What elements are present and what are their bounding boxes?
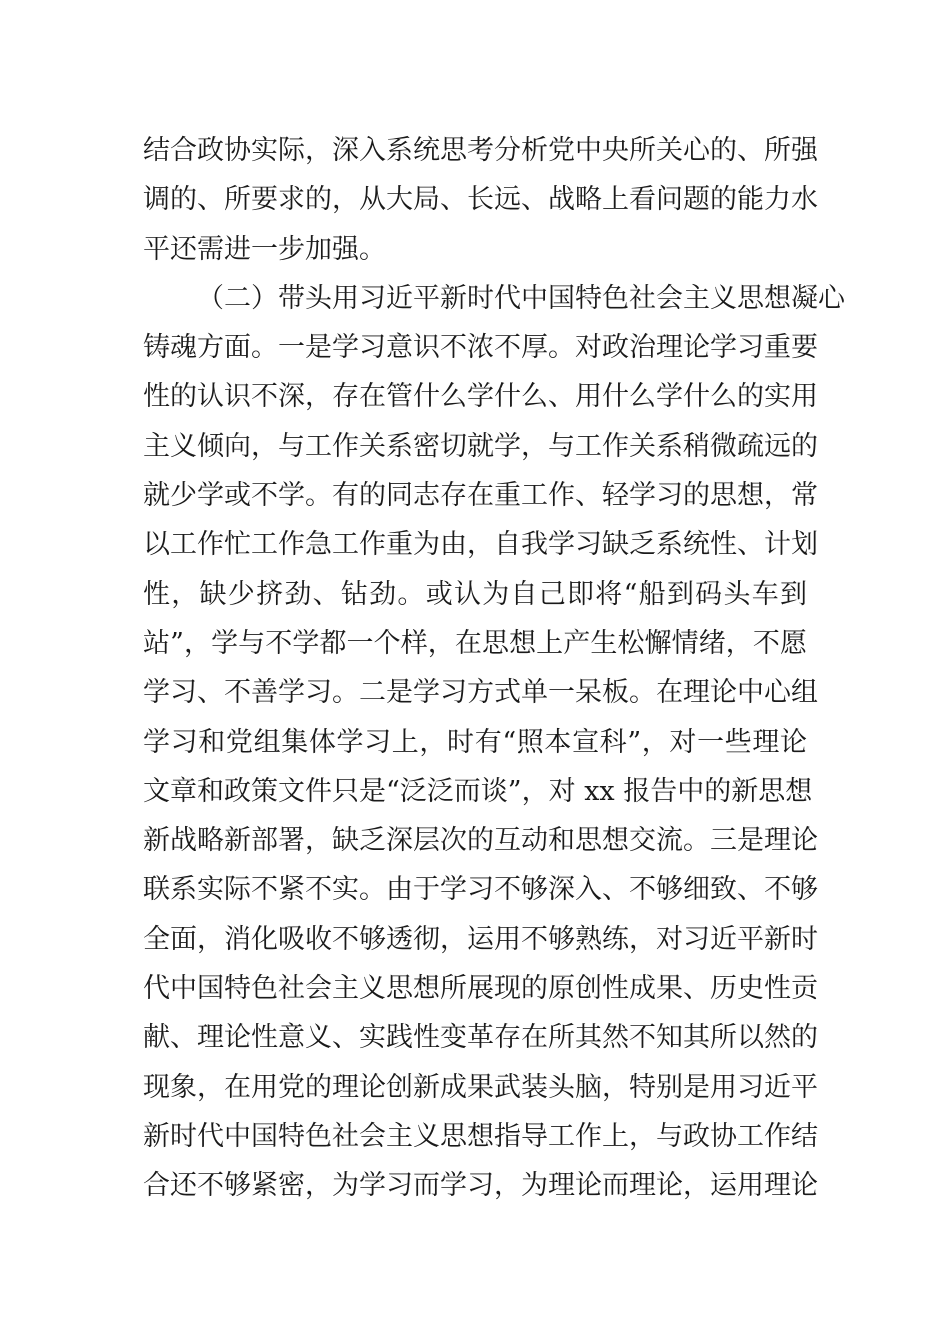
text-line: 全面，消化吸收不够透彻，运用不够熟练，对习近平新时 [143, 923, 818, 955]
text-line: 现象，在用党的理论创新成果武装头脑，特别是用习近平 [143, 1071, 818, 1103]
paragraph-first-line: （二）带头用习近平新时代中国特色社会主义思想凝心 [197, 282, 845, 314]
text-line: 学习、不善学习。二是学习方式单一呆板。在理论中心组 [143, 677, 818, 709]
text-line: 以工作忙工作急工作重为由，自我学习缺乏系统性、计划 [143, 529, 818, 561]
text-line: 结合政协实际，深入系统思考分析党中央所关心的、所强 [143, 135, 818, 166]
text-line: 就少学或不学。有的同志存在重工作、轻学习的思想，常 [143, 480, 818, 512]
text-line: 代中国特色社会主义思想所展现的原创性成果、历史性贡 [143, 973, 818, 1005]
text-line: 性，缺少挤劲、钻劲。或认为自己即将“船到码头车到 [143, 578, 807, 610]
text-line: 铸魂方面。一是学习意识不浓不厚。对政治理论学习重要 [143, 332, 818, 364]
text-line: 学习和党组集体学习上，时有“照本宣科”，对一些理论 [143, 726, 807, 758]
text-line: 新战略新部署，缺乏深层次的互动和思想交流。三是理论 [143, 825, 818, 857]
text-line: 平还需进一步加强。 [143, 233, 386, 265]
text-line: 主义倾向，与工作关系密切就学，与工作关系稍微疏远的 [143, 430, 818, 462]
text-line: 献、理论性意义、实践性变革存在所其然不知其所以然的 [143, 1022, 818, 1054]
body-text [143, 126, 845, 1211]
text-line: 站”，学与不学都一个样，在思想上产生松懈情绪，不愿 [143, 627, 807, 659]
text-line: 调的、所要求的，从大局、长远、战略上看问题的能力水 [143, 184, 818, 216]
text-line: 文章和政策文件只是“泛泛而谈”，对 xx 报告中的新思想 [143, 775, 813, 807]
text-line: 合还不够紧密，为学习而学习，为理论而理论，运用理论 [143, 1170, 818, 1202]
text-line: 性的认识不深，存在管什么学什么、用什么学什么的实用 [143, 381, 818, 413]
text-line: 新时代中国特色社会主义思想指导工作上，与政协工作结 [143, 1120, 818, 1152]
text-line: 联系实际不紧不实。由于学习不够深入、不够细致、不够 [143, 874, 818, 906]
